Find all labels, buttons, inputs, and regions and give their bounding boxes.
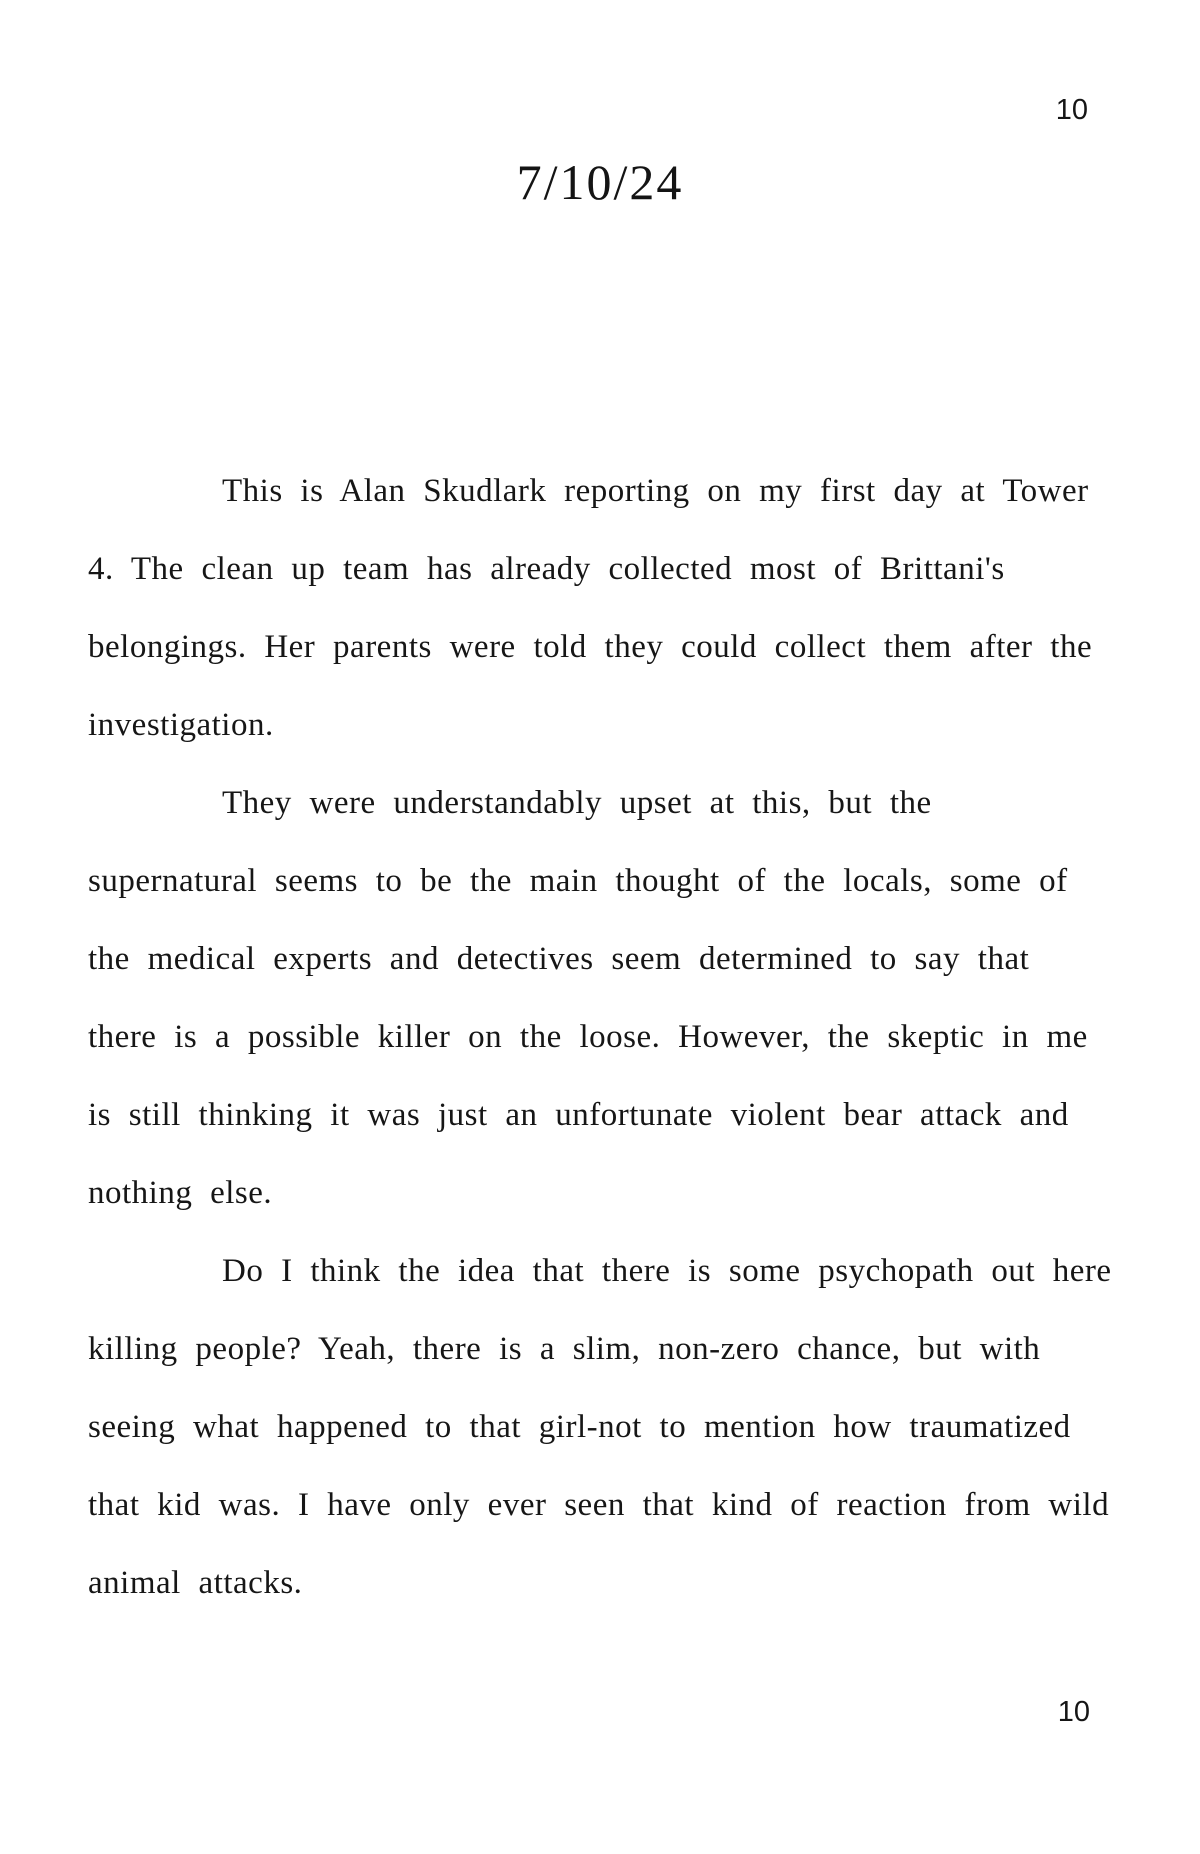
journal-paragraph: This is Alan Skudlark reporting on my first day at Tower 4. The clean up team has already collected most of Brittani's belongings. Her parents were told they could collect them after the investigation. — [88, 473, 1093, 743]
journal-paragraph: Do I think the idea that there is some psychopath out here killing people? Yeah, there is a slim, non-zero chance, but with seeing what happened to that girl-not to mention how traumatized that kid was. I have only ever seen that kind of reaction from wild animal attacks. — [88, 1253, 1112, 1601]
journal-text — [88, 452, 1112, 1622]
page-number-top: 10 — [1055, 94, 1088, 126]
journal-paragraph: They were understandably upset at this, but the supernatural seems to be the main thought of the locals, some of the medical experts and detectives seem determined to say that there is a possible killer on the loose. However, the skeptic in me is still thinking it was just an unfortunate violent bear attack and nothing else. — [88, 785, 1088, 1211]
page-number-bottom: 10 — [1057, 1696, 1090, 1728]
date-heading: 7/10/24 — [516, 154, 684, 210]
